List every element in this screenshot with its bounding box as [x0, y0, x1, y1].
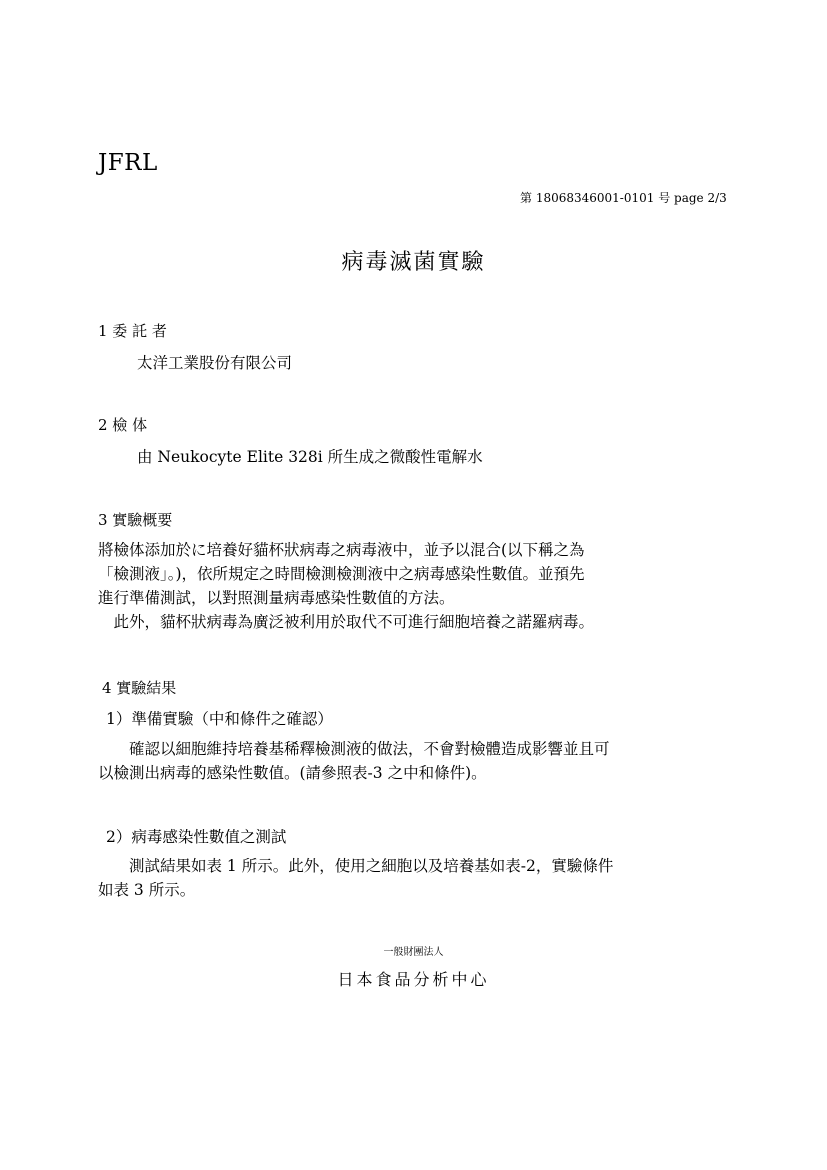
subsection-preparation-heading: 1）準備實驗（中和條件之確認） [106, 710, 333, 728]
org-type-label: 一般財團法人 [383, 947, 444, 958]
overview-line: 此外，貓杯狀病毒為廣泛被利用於取代不可進行細胞培養之諾羅病毒。 [98, 613, 595, 631]
lab-logo: JFRL [98, 150, 158, 176]
section-sample-heading: 2 檢 体 [98, 416, 148, 434]
sample-description: 由 Neukocyte Elite 328i 所生成之微酸性電解水 [137, 448, 483, 466]
section-results-heading: 4 實驗結果 [102, 679, 177, 697]
preparation-paragraph [98, 737, 728, 785]
overview-line: 將檢体添加於に培養好貓杯狀病毒之病毒液中，並予以混合(以下稱之為 [98, 541, 585, 559]
section-overview-heading: 3 實驗概要 [98, 511, 173, 529]
report-reference: 第 18068346001-0101 号 page 2/3 [520, 191, 727, 205]
preparation-line: 確認以細胞維持培養基稀釋檢測液的做法，不會對檢體造成影響並且可 [98, 740, 610, 758]
document-title: 病毒滅菌實驗 [341, 250, 486, 275]
client-name: 太洋工業股份有限公司 [137, 354, 293, 372]
infectivity-line: 測試結果如表 1 所示。此外，使用之細胞以及培養基如表-2，實驗條件 [98, 857, 614, 875]
overview-line: 進行準備測試，以對照測量病毒感染性數值的方法。 [98, 589, 455, 607]
overview-line: 「檢測液」。)，依所規定之時間檢測檢測液中之病毒感染性數值。並預先 [98, 565, 585, 583]
preparation-line: 以檢測出病毒的感染性數值。(請參照表-3 之中和條件)。 [98, 764, 487, 782]
subsection-infectivity-heading: 2）病毒感染性數值之測試 [106, 828, 287, 846]
org-name: 日本食品分析中心 [337, 970, 490, 989]
infectivity-paragraph [98, 854, 728, 902]
section-client-heading: 1 委 託 者 [98, 322, 167, 340]
overview-paragraph [98, 538, 728, 634]
infectivity-line: 如表 3 所示。 [98, 881, 196, 899]
